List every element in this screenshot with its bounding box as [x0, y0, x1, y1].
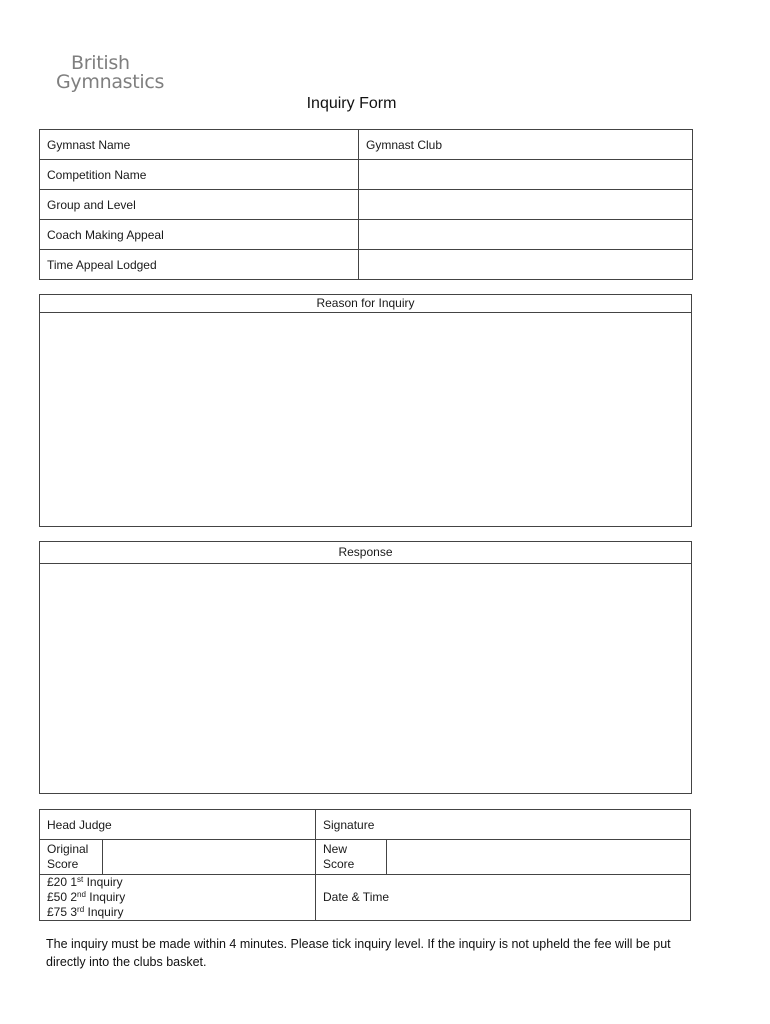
fee-option[interactable]: £50 2nd Inquiry: [47, 890, 126, 904]
original-score-label-line2: Score: [47, 857, 79, 871]
judging-table: [39, 809, 691, 921]
reason-text-area[interactable]: [40, 313, 691, 526]
response-text-area[interactable]: [40, 564, 691, 793]
competition-name-field[interactable]: [359, 160, 693, 190]
head-judge-field[interactable]: Head Judge: [40, 810, 316, 840]
logo-line-1: British: [71, 52, 130, 74]
page-title: Inquiry Form: [306, 95, 397, 112]
table-row: [40, 130, 693, 160]
competition-name-label: Competition Name: [40, 160, 359, 190]
coach-label: Coach Making Appeal: [40, 220, 359, 250]
coach-field[interactable]: [359, 220, 693, 250]
response-section: [39, 541, 692, 794]
table-row: [40, 160, 693, 190]
footnote-line-1: The inquiry must be made within 4 minutes. Please tick inquiry level. If the inquiry is not upheld the fee will be put: [46, 937, 671, 951]
fee-option[interactable]: £75 3rd Inquiry: [47, 905, 124, 919]
table-row: [40, 190, 693, 220]
logo-line-2: Gymnastics: [56, 71, 165, 93]
inquiry-fee-options[interactable]: [40, 875, 316, 921]
reason-section: [39, 294, 692, 527]
new-score-field[interactable]: [387, 840, 691, 875]
date-time-field[interactable]: Date & Time: [316, 875, 691, 921]
gymnast-details-table: [39, 129, 693, 280]
table-row: [40, 250, 693, 280]
group-level-label: Group and Level: [40, 190, 359, 220]
response-header: Response: [40, 542, 691, 564]
original-score-label-line1: Original: [47, 842, 89, 856]
original-score-label: [40, 840, 103, 875]
gymnast-club-field[interactable]: Gymnast Club: [359, 130, 693, 160]
time-lodged-label: Time Appeal Lodged: [40, 250, 359, 280]
british-gymnastics-logo: [56, 54, 164, 92]
table-row: [40, 810, 691, 840]
table-row: [40, 220, 693, 250]
signature-field[interactable]: Signature: [316, 810, 691, 840]
footnote-line-2: directly into the clubs basket.: [46, 955, 207, 969]
table-row: [40, 840, 691, 875]
fee-option[interactable]: £20 1st Inquiry: [47, 875, 123, 889]
footnote: [46, 935, 736, 971]
table-row: [40, 875, 691, 921]
original-score-field[interactable]: [103, 840, 316, 875]
gymnast-name-field[interactable]: Gymnast Name: [40, 130, 359, 160]
time-lodged-field[interactable]: [359, 250, 693, 280]
reason-header: Reason for Inquiry: [40, 295, 691, 313]
new-score-label: New Score: [316, 840, 387, 875]
group-level-field[interactable]: [359, 190, 693, 220]
